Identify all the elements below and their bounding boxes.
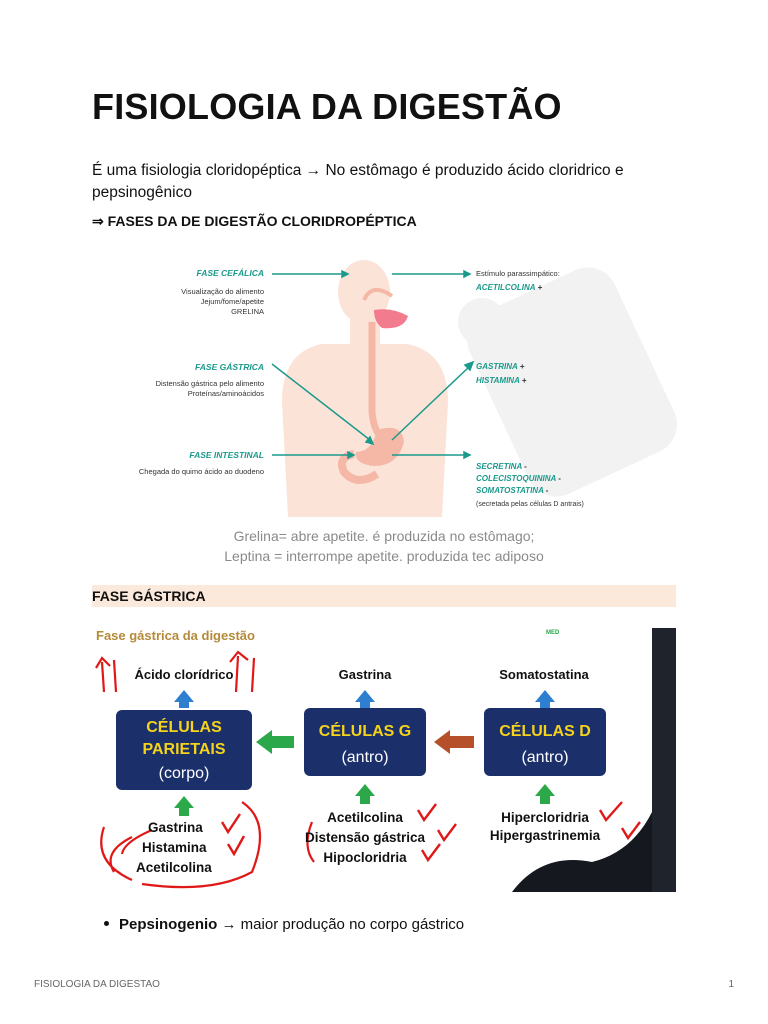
output-acido-cloridrico: Ácido clorídrico <box>134 667 234 682</box>
box-title-line1: CÉLULAS <box>146 719 222 736</box>
input-distensao-gastrica: Distensão gástrica <box>304 830 426 845</box>
bullet-text: → maior produção no corpo gástrico <box>217 916 465 933</box>
phase-name-intestinal: FASE INTESTINAL <box>189 450 264 460</box>
box-title-line2: PARIETAIS <box>142 741 226 758</box>
result-gastrina: GASTRINA <box>476 362 518 371</box>
box-celulas-d <box>484 708 606 776</box>
svg-text:SECRETINA -: SECRETINA - <box>476 462 527 471</box>
result-histamina: HISTAMINA <box>476 376 520 385</box>
digestion-phases-diagram <box>92 252 682 522</box>
section-title: FASE GÁSTRICA <box>92 588 206 604</box>
bullet-dot <box>104 921 109 926</box>
input-acetilcolina: Acetilcolina <box>136 860 212 875</box>
intro-paragraph: É uma fisiologia cloridopéptica → No estômago é produzido ácido cloridrico e pepsinogênico <box>92 162 624 201</box>
phase-name-cephalic: FASE CEFÁLICA <box>196 268 264 278</box>
result-acetilcolina: ACETILCOLINA <box>476 283 536 292</box>
phase-detail: Distensão gástrica pelo alimento <box>155 379 264 388</box>
box-subtitle: (antro) <box>341 749 389 766</box>
output-somatostatina: Somatostatina <box>499 667 589 682</box>
page-title: FISIOLOGIA DA DIGESTÃO <box>92 86 562 127</box>
phase-detail: GRELINA <box>231 307 264 316</box>
phase-detail: Visualização do alimento <box>181 287 264 296</box>
input-histamina: Histamina <box>142 840 207 855</box>
svg-text:GASTRINA +: GASTRINA + <box>476 362 525 371</box>
result-somatostatina: SOMATOSTATINA <box>476 486 544 495</box>
svg-text:HISTAMINA +: HISTAMINA + <box>476 376 527 385</box>
gastric-phase-diagram <box>92 622 676 892</box>
footer-doc-title: FISIOLOGIA DA DIGESTAO <box>34 979 160 990</box>
footer-page-number: 1 <box>728 979 734 990</box>
svg-text:SOMATOSTATINA -: SOMATOSTATINA - <box>476 486 549 495</box>
svg-text:COLECISTOQUININA -: COLECISTOQUININA - <box>476 474 561 483</box>
phase-detail: Jejum/fome/apetite <box>200 297 264 306</box>
cephalic-note: Estímulo parassimpático: <box>476 269 560 278</box>
phase-detail: Proteínas/aminoácidos <box>187 389 264 398</box>
photo-edge <box>652 628 676 892</box>
box-subtitle: (antro) <box>521 749 569 766</box>
med-logo: MED <box>546 630 560 636</box>
box-subtitle: (corpo) <box>158 765 210 782</box>
result-colecistoquinina: COLECISTOQUININA <box>476 474 557 483</box>
caption-line-leptina: Leptina = interrompe apetite. produzida tec adiposo <box>224 548 544 564</box>
bullet-bold: Pepsinogenio <box>119 916 218 933</box>
box-celulas-g <box>304 708 426 776</box>
phase-detail: Chegada do quimo ácido ao duodeno <box>138 467 264 476</box>
intestinal-note: (secretada pelas células D antrais) <box>476 501 584 508</box>
phase-name-gastric: FASE GÁSTRICA <box>195 362 264 372</box>
bullet-pepsinogenio <box>104 916 464 933</box>
result-secretina: SECRETINA <box>476 462 522 471</box>
caption-line-grelina: Grelina= abre apetite. é produzida no estômago; <box>233 528 535 544</box>
input-acetilcolina-g: Acetilcolina <box>327 810 403 825</box>
figure-caption <box>92 526 676 566</box>
box-celulas-parietais <box>116 710 252 790</box>
svg-text:ACETILCOLINA +: ACETILCOLINA + <box>476 283 543 292</box>
input-gastrina: Gastrina <box>148 820 203 835</box>
diagram-title: Fase gástrica da digestão <box>96 628 255 643</box>
section-header-bar <box>92 585 676 607</box>
input-hipergastrinemia: Hipergastrinemia <box>489 828 601 843</box>
input-hipocloridria: Hipocloridria <box>323 850 407 865</box>
box-title-line1: CÉLULAS G <box>318 723 412 740</box>
output-gastrina: Gastrina <box>338 667 392 682</box>
phases-heading: ⇒ FASES DA DE DIGESTÃO CLORIDROPÉPTICA <box>92 213 417 229</box>
box-title-line1: CÉLULAS D <box>499 723 591 740</box>
input-hipercloridria: Hipercloridria <box>501 810 589 825</box>
